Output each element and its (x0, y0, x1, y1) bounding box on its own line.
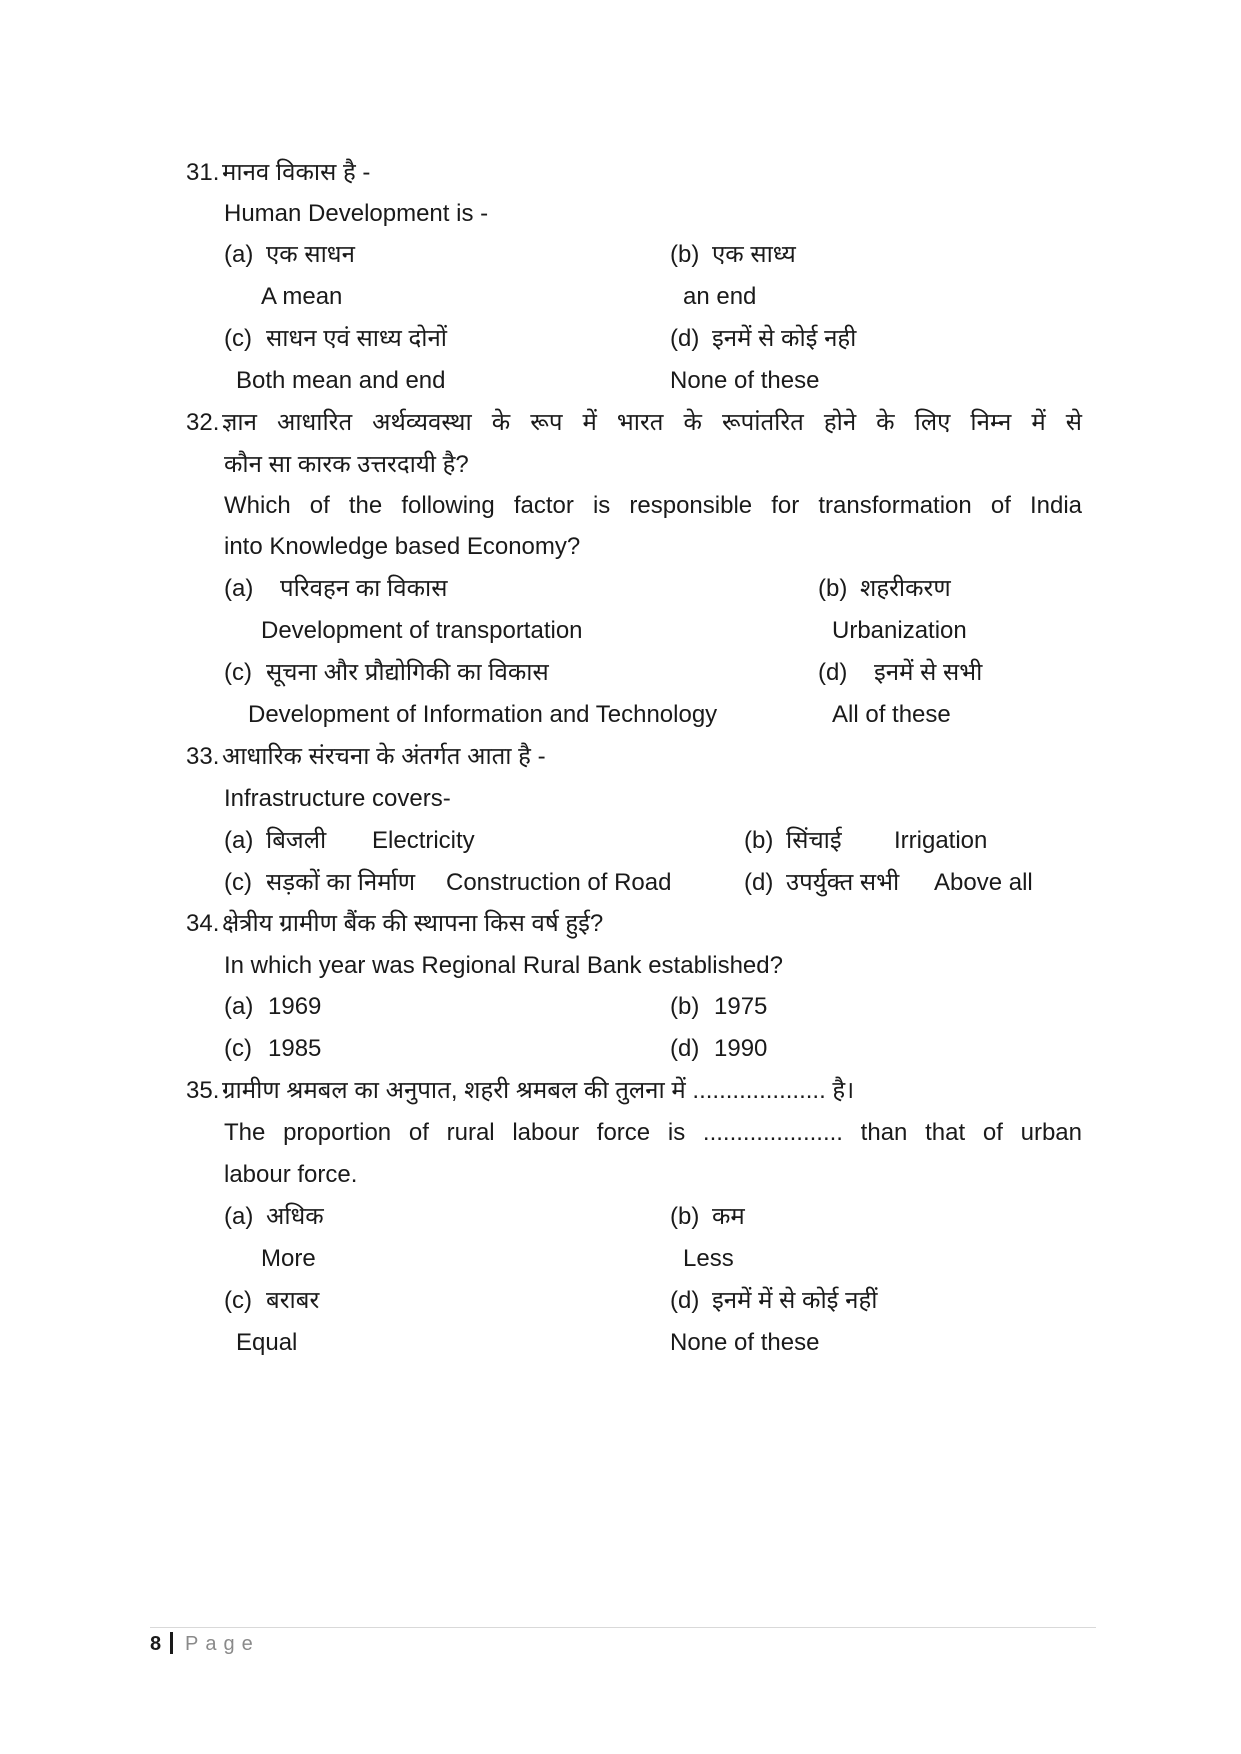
q32-opt-a-english: Development of transportation (261, 617, 583, 644)
q33-opt-b-english: Irrigation (894, 827, 988, 854)
q31-opt-b-english: an end (683, 283, 757, 310)
q34-opt-b-label: (b) (670, 993, 700, 1020)
q35-opt-a-english: More (261, 1245, 316, 1272)
q35-opt-c-english: Equal (236, 1329, 298, 1356)
q31-opt-c-label: (c) (224, 325, 252, 352)
q34-hindi: क्षेत्रीय ग्रामीण बैंक की स्थापना किस वर्ष हुई? (222, 910, 604, 937)
q33-opt-b-label: (b) (744, 827, 774, 854)
q35-opt-b-hindi: कम (712, 1203, 745, 1230)
q33-opt-d-label: (d) (744, 869, 774, 896)
q31-number: 31. (186, 159, 220, 186)
q32-opt-b-hindi: शहरीकरण (860, 575, 951, 602)
q32-opt-c-label: (c) (224, 659, 252, 686)
q32-opt-d-english: All of these (832, 701, 951, 728)
q31-opt-c-english: Both mean and end (236, 367, 446, 394)
q34-opt-c-label: (c) (224, 1035, 252, 1062)
q35-hindi: ग्रामीण श्रमबल का अनुपात, शहरी श्रमबल की तुलना में .................... है। (222, 1077, 855, 1104)
q32-opt-d-label: (d) (818, 659, 848, 686)
q35-opt-d-hindi: इनमें में से कोई नहीं (712, 1287, 878, 1314)
q35-opt-b-label: (b) (670, 1203, 700, 1230)
q32-opt-b-english: Urbanization (832, 617, 967, 644)
q32-english-line2: into Knowledge based Economy? (224, 533, 581, 560)
q31-opt-a-hindi: एक साधन (266, 241, 355, 268)
q35-opt-c-label: (c) (224, 1287, 252, 1314)
q32-opt-d-hindi: इनमें से सभी (874, 659, 983, 686)
q33-english: Infrastructure covers- (224, 785, 451, 812)
q35-opt-d-english: None of these (670, 1329, 820, 1356)
q35-opt-a-label: (a) (224, 1203, 254, 1230)
q33-opt-c-hindi: सड़कों का निर्माण (266, 869, 416, 896)
q34-opt-b-value: 1975 (714, 993, 768, 1020)
q31-opt-d-label: (d) (670, 325, 700, 352)
footer-divider (150, 1627, 1096, 1628)
q32-opt-a-hindi: परिवहन का विकास (280, 575, 448, 602)
q33-opt-d-english: Above all (934, 869, 1033, 896)
q35-number: 35. (186, 1077, 220, 1104)
q32-opt-c-english: Development of Information and Technology (248, 701, 718, 728)
q34-english: In which year was Regional Rural Bank established? (224, 952, 783, 979)
page-number: 8 (150, 1633, 162, 1655)
q33-number: 33. (186, 743, 220, 770)
q34-opt-a-value: 1969 (268, 993, 322, 1020)
q31-opt-c-hindi: साधन एवं साध्य दोनों (266, 325, 448, 352)
q33-hindi: आधारिक संरचना के अंतर्गत आता है - (222, 743, 546, 770)
q35-opt-c-hindi: बराबर (266, 1287, 320, 1314)
q35-opt-b-english: Less (683, 1245, 734, 1272)
q32-opt-b-label: (b) (818, 575, 848, 602)
q35-english-line1: The proportion of rural labour force is ..................... than that of urban (224, 1119, 1082, 1146)
q35-opt-a-hindi: अधिक (266, 1203, 324, 1230)
q34-opt-c-value: 1985 (268, 1035, 322, 1062)
q35-opt-d-label: (d) (670, 1287, 700, 1314)
q32-opt-c-hindi: सूचना और प्रौद्योगिकी का विकास (266, 659, 549, 686)
page-separator-bar (170, 1632, 173, 1654)
q34-number: 34. (186, 910, 220, 937)
q34-opt-a-label: (a) (224, 993, 254, 1020)
q32-hindi-line2: कौन सा कारक उत्तरदायी है? (224, 451, 469, 478)
q31-opt-b-hindi: एक साध्य (712, 241, 796, 268)
q31-opt-b-label: (b) (670, 241, 700, 268)
q32-english-line1: Which of the following factor is responsible for transformation of India (224, 492, 1082, 519)
q33-opt-b-hindi: सिंचाई (786, 827, 842, 854)
q31-opt-d-english: None of these (670, 367, 820, 394)
q34-opt-d-label: (d) (670, 1035, 700, 1062)
page-label: Page (185, 1633, 260, 1655)
q33-opt-a-english: Electricity (372, 827, 475, 854)
q31-opt-a-english: A mean (261, 283, 343, 310)
q31-hindi: मानव विकास है - (222, 159, 371, 186)
q31-opt-d-hindi: इनमें से कोई नही (712, 325, 857, 352)
q33-opt-c-english: Construction of Road (446, 869, 672, 896)
q35-english-line2: labour force. (224, 1161, 358, 1188)
q32-opt-a-label: (a) (224, 575, 254, 602)
q34-opt-d-value: 1990 (714, 1035, 768, 1062)
q31-opt-a-label: (a) (224, 241, 254, 268)
q33-opt-a-hindi: बिजली (266, 827, 327, 854)
q32-number: 32. (186, 409, 220, 436)
q33-opt-a-label: (a) (224, 827, 254, 854)
q33-opt-c-label: (c) (224, 869, 252, 896)
q31-english: Human Development is - (224, 200, 489, 227)
q32-hindi-line1: ज्ञान आधारित अर्थव्यवस्था के रूप में भारत के रूपांतरित होने के लिए निम्न में से (222, 409, 1082, 436)
q33-opt-d-hindi: उपर्युक्त सभी (786, 869, 900, 896)
